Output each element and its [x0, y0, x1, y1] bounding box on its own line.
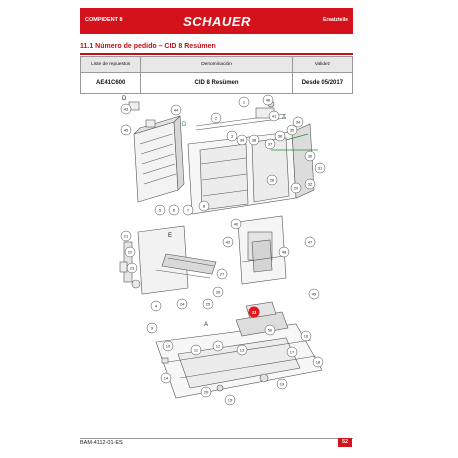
- product-name: COMPIDENT 8: [85, 17, 123, 23]
- callout-number: 3: [230, 133, 234, 139]
- callout-number: 28: [269, 177, 275, 183]
- callout-number: 43: [123, 106, 129, 112]
- view-label: E: [168, 233, 173, 239]
- callout-number: 5: [158, 207, 162, 213]
- table-cell: AE41C600: [81, 73, 141, 94]
- callout-number: 23: [129, 265, 135, 271]
- callout-number: 8: [202, 203, 206, 209]
- callout-number: 41: [271, 113, 277, 119]
- callout-number: 32: [307, 181, 313, 187]
- callout-number: 47: [307, 239, 313, 245]
- table-row: [81, 73, 353, 94]
- callout-number: 26: [215, 289, 221, 295]
- callout-number: 36: [277, 133, 283, 139]
- view-label: A: [282, 115, 287, 121]
- callout-number: 11: [193, 347, 199, 353]
- callout-number: 31: [317, 165, 323, 171]
- callout-number: 34: [295, 119, 301, 125]
- callout-number: 46: [265, 97, 271, 103]
- section-divider: [80, 53, 353, 55]
- page-header: [80, 8, 353, 34]
- table-cell: CID 8 Resümen: [141, 73, 292, 94]
- document-id: BAM-4112-01-ES: [80, 440, 123, 446]
- callout-number: 16: [303, 333, 309, 339]
- section-heading: 11.1 Número de pedido – CID 8 Resúmen: [80, 43, 216, 50]
- callout-number: 6: [172, 207, 176, 213]
- callout-number: 27: [219, 271, 225, 277]
- mounting-bracket: [238, 216, 286, 284]
- callout-number: 1: [242, 99, 246, 105]
- parts-table: [80, 56, 353, 94]
- callout-number: 2: [214, 115, 218, 121]
- callout-number: 24: [179, 301, 185, 307]
- callout-number: 9: [150, 325, 154, 331]
- callout-number: 10: [165, 343, 171, 349]
- callout-number: 45: [123, 127, 129, 133]
- callout-number: 22: [127, 249, 133, 255]
- schauer-logo: [181, 13, 253, 29]
- callout-number: 25: [205, 301, 211, 307]
- table-header-row: [81, 57, 353, 73]
- callout-number: 4: [154, 303, 158, 309]
- callout-number: 44: [173, 107, 179, 113]
- logo-text: SCHAUER: [183, 14, 251, 29]
- cooler-block-left: [134, 116, 184, 202]
- callout-number: 7: [186, 207, 190, 213]
- footer-divider: [80, 438, 353, 439]
- callout-number: 48: [281, 249, 287, 255]
- callout-number: 38: [251, 137, 257, 143]
- callout-number: 13: [239, 347, 245, 353]
- callout-number: 20: [203, 389, 209, 395]
- table-cell: Desde 05/2017: [292, 73, 352, 94]
- callout-number: 49: [311, 291, 317, 297]
- view-label: A: [204, 322, 209, 328]
- header-cell: Liste de repuestos: [81, 57, 141, 73]
- exploded-parts-drawing: [96, 92, 340, 408]
- view-label: D: [122, 96, 127, 102]
- section-label: Ersatzteile: [322, 17, 348, 23]
- callout-number: 50: [267, 327, 273, 333]
- callout-number: 19: [279, 381, 285, 387]
- callout-number: 12: [215, 343, 221, 349]
- callout-number: 35: [289, 127, 295, 133]
- view-label: D: [182, 122, 187, 128]
- callout-number: 30: [307, 153, 313, 159]
- callout-number: 14: [163, 375, 169, 381]
- highlighted-callout-label: 33: [251, 310, 257, 315]
- header-cell: Denominación: [141, 57, 292, 73]
- callout-number: 40: [233, 221, 239, 227]
- callout-number: 17: [289, 349, 295, 355]
- callout-number: 37: [267, 141, 273, 147]
- page-number: 52: [338, 438, 352, 447]
- header-cell: Validez: [292, 57, 352, 73]
- callout-number: 39: [239, 137, 245, 143]
- callout-number: 15: [227, 397, 233, 403]
- callout-number: 21: [123, 233, 129, 239]
- callout-number: 29: [293, 185, 299, 191]
- callout-number: 18: [315, 359, 321, 365]
- callout-number: 42: [225, 239, 231, 245]
